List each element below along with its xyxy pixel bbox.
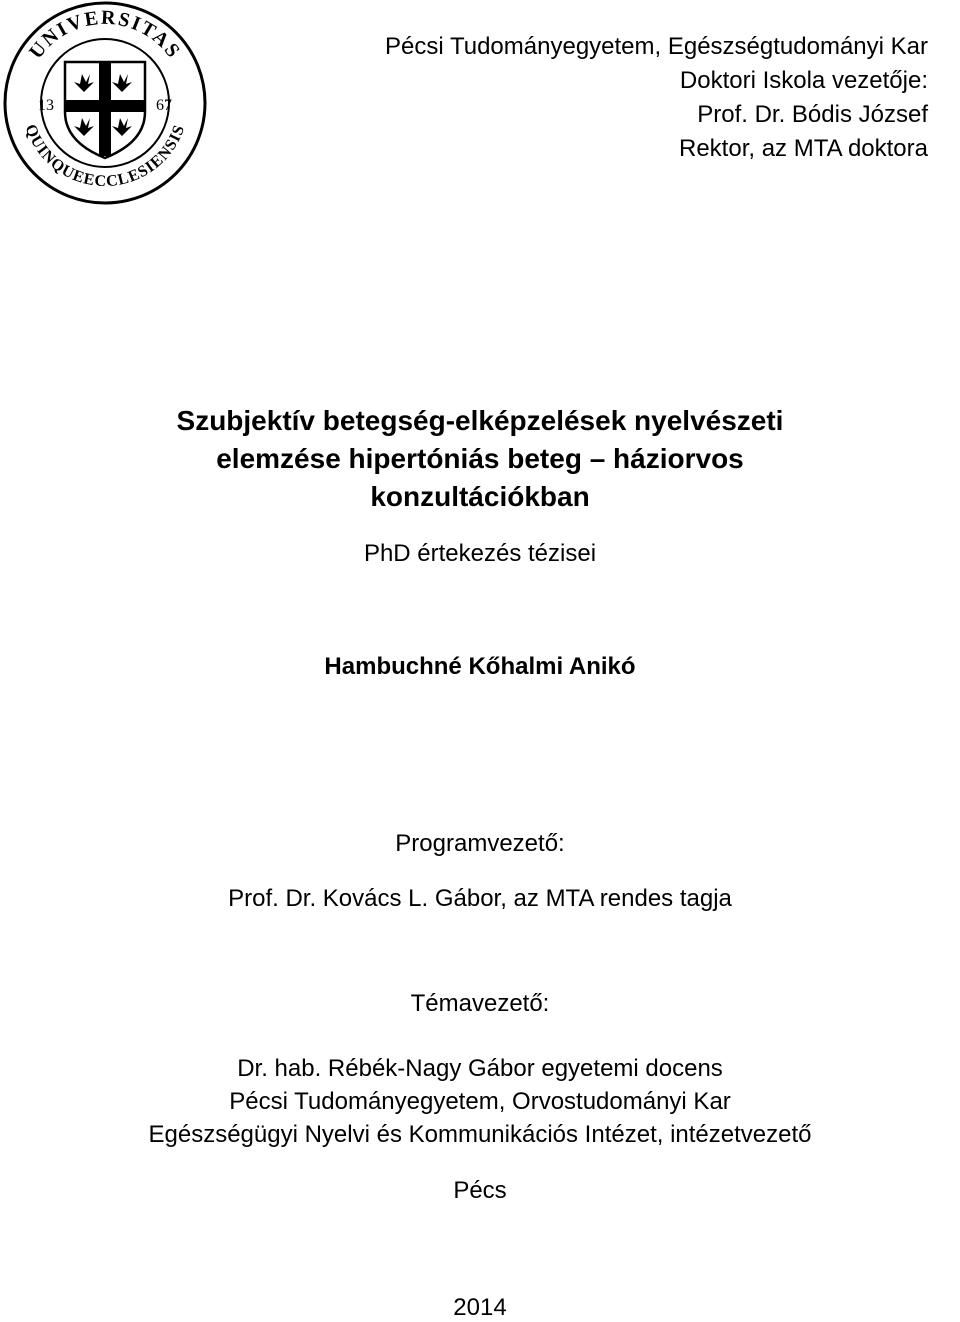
seal-ring-text-top: UNIVERSITAS — [25, 6, 186, 64]
header-line-faculty: Pécsi Tudományegyetem, Egészségtudományi Kar — [385, 33, 928, 60]
seal-ring-text-bottom: QUINQUEECCLESIENSIS — [21, 122, 189, 191]
year: 2014 — [453, 1294, 507, 1321]
author-name: Hambuchné Kőhalmi Anikó — [324, 653, 636, 680]
title-line-1: Szubjektív betegség-elképzelések nyelvészeti — [176, 405, 784, 436]
svg-text:UNIVERSITAS — [25, 7, 185, 63]
supervisor-label: Témavezető: — [410, 990, 550, 1017]
supervisor-institute: Egészségügyi Nyelvi és Kommunikációs Intézet, intézetvezető — [148, 1121, 812, 1148]
program-leader-label: Programvezető: — [395, 830, 565, 857]
seal-year-left: 13 — [38, 97, 54, 114]
university-seal-logo — [2, 0, 208, 206]
header-line-school-leader-title: Rektor, az MTA doktora — [679, 135, 928, 162]
thesis-title — [0, 402, 960, 516]
header-line-school-leader-name: Prof. Dr. Bódis József — [697, 101, 928, 128]
doctoral-school-header — [385, 30, 928, 166]
program-leader-name: Prof. Dr. Kovács L. Gábor, az MTA rendes tagja — [228, 885, 732, 912]
thesis-subtitle: PhD értekezés tézisei — [363, 540, 597, 567]
title-line-3: konzultációkban — [370, 481, 590, 512]
title-line-2: elemzése hipertóniás beteg – háziorvos — [216, 443, 744, 474]
supervisor-name: Dr. hab. Rébék-Nagy Gábor egyetemi docens — [237, 1055, 723, 1082]
supervisor-faculty: Pécsi Tudományegyetem, Orvostudományi Kar — [229, 1088, 731, 1115]
city: Pécs — [453, 1177, 507, 1204]
supervisor-info — [0, 1052, 960, 1151]
seal-year-right: 67 — [156, 97, 172, 114]
header-line-school-leader-label: Doktori Iskola vezetője: — [679, 67, 928, 94]
